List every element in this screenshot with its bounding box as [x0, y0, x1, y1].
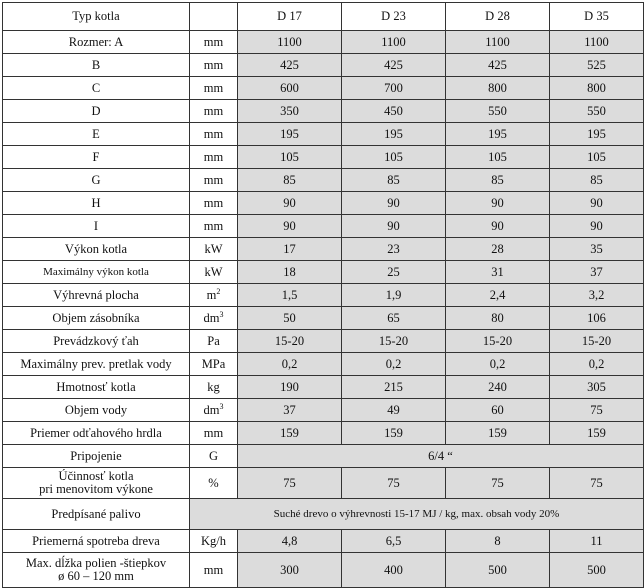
- unit-text: dm: [203, 310, 220, 325]
- value-cell: 37: [238, 399, 342, 422]
- value-cell: 190: [238, 376, 342, 399]
- value-cell: 1100: [550, 31, 644, 54]
- row-unit: [190, 123, 238, 146]
- row-unit: [190, 307, 238, 330]
- unit-text: dm: [203, 402, 220, 417]
- value-cell: 17: [238, 238, 342, 261]
- value-cell: 75: [446, 468, 550, 499]
- row-unit: %: [190, 468, 238, 499]
- row-label: Výhrevná plocha: [3, 284, 190, 307]
- row-label: I: [3, 215, 190, 238]
- value-cell: 1100: [238, 31, 342, 54]
- spec-row: [3, 77, 644, 100]
- value-cell: 800: [446, 77, 550, 100]
- boiler-spec-table: [2, 2, 644, 588]
- unit-text: mm: [203, 103, 224, 118]
- value-cell: 18: [238, 261, 342, 284]
- row-unit: [190, 31, 238, 54]
- value-cell: 15-20: [446, 330, 550, 353]
- consumption-row: [3, 530, 644, 553]
- row-unit: [190, 215, 238, 238]
- value-cell: 159: [342, 422, 446, 445]
- row-label: Pripojenie: [3, 445, 190, 468]
- row-unit: [190, 330, 238, 353]
- unit-text: mm: [203, 195, 224, 210]
- value-cell: 6,5: [342, 530, 446, 553]
- value-cell: 15-20: [238, 330, 342, 353]
- value-cell: 23: [342, 238, 446, 261]
- row-unit: [190, 146, 238, 169]
- value-cell: 0,2: [238, 353, 342, 376]
- value-cell: 15-20: [342, 330, 446, 353]
- unit-text: mm: [203, 425, 224, 440]
- value-cell: 1100: [342, 31, 446, 54]
- row-unit: [190, 54, 238, 77]
- unit-text: mm: [203, 80, 224, 95]
- unit-superscript: 2: [216, 286, 221, 296]
- spec-row: [3, 192, 644, 215]
- value-cell: 85: [446, 169, 550, 192]
- value-cell: 90: [342, 192, 446, 215]
- row-label: Výkon kotla: [3, 238, 190, 261]
- value-cell: 0,2: [446, 353, 550, 376]
- log-length-row: [3, 553, 644, 588]
- header-label: Typ kotla: [3, 3, 190, 31]
- spec-row: [3, 31, 644, 54]
- spec-row: [3, 215, 644, 238]
- value-cell: 550: [550, 100, 644, 123]
- row-unit: mm: [190, 553, 238, 588]
- merged-value-cell: 6/4 “: [238, 445, 644, 468]
- value-cell: 11: [550, 530, 644, 553]
- spec-row: [3, 238, 644, 261]
- row-label: Predpísané palivo: [3, 499, 190, 530]
- value-cell: 15-20: [550, 330, 644, 353]
- row-unit: G: [190, 445, 238, 468]
- spec-row: [3, 307, 644, 330]
- unit-text: mm: [203, 34, 224, 49]
- value-cell: 159: [238, 422, 342, 445]
- value-cell: 90: [342, 215, 446, 238]
- value-cell: 60: [446, 399, 550, 422]
- spec-row: [3, 54, 644, 77]
- row-label: [3, 553, 190, 588]
- row-label: Objem vody: [3, 399, 190, 422]
- row-unit: [190, 261, 238, 284]
- row-label: B: [3, 54, 190, 77]
- unit-text: mm: [203, 149, 224, 164]
- unit-text: mm: [203, 172, 224, 187]
- value-cell: 65: [342, 307, 446, 330]
- spec-row: [3, 376, 644, 399]
- value-cell: 195: [342, 123, 446, 146]
- value-cell: 105: [342, 146, 446, 169]
- header-model: D 28: [446, 3, 550, 31]
- row-label: Objem zásobníka: [3, 307, 190, 330]
- row-label: E: [3, 123, 190, 146]
- row-label: [3, 468, 190, 499]
- value-cell: 105: [238, 146, 342, 169]
- row-label: C: [3, 77, 190, 100]
- value-cell: 75: [238, 468, 342, 499]
- row-unit: [190, 353, 238, 376]
- unit-text: mm: [203, 126, 224, 141]
- value-cell: 159: [446, 422, 550, 445]
- value-cell: 75: [550, 468, 644, 499]
- header-model: D 35: [550, 3, 644, 31]
- header-model: D 23: [342, 3, 446, 31]
- value-cell: 49: [342, 399, 446, 422]
- value-cell: 75: [550, 399, 644, 422]
- value-cell: 85: [238, 169, 342, 192]
- row-label: D: [3, 100, 190, 123]
- value-cell: 105: [446, 146, 550, 169]
- value-cell: 300: [238, 553, 342, 588]
- value-cell: 90: [550, 215, 644, 238]
- value-cell: 195: [446, 123, 550, 146]
- spec-row: [3, 399, 644, 422]
- unit-text: m: [206, 287, 217, 302]
- efficiency-row: [3, 468, 644, 499]
- value-cell: 50: [238, 307, 342, 330]
- row-label: Rozmer: A: [3, 31, 190, 54]
- unit-text: mm: [203, 57, 224, 72]
- row-label: Prevádzkový ťah: [3, 330, 190, 353]
- row-unit: [190, 100, 238, 123]
- value-cell: 90: [446, 192, 550, 215]
- unit-text: kW: [204, 264, 223, 279]
- value-cell: 1,9: [342, 284, 446, 307]
- unit-superscript: 3: [219, 401, 224, 411]
- spec-row: [3, 330, 644, 353]
- unit-text: kW: [204, 241, 223, 256]
- fuel-row: [3, 499, 644, 530]
- spec-row: [3, 261, 644, 284]
- value-cell: 8: [446, 530, 550, 553]
- row-unit: [190, 284, 238, 307]
- header-unit: [190, 3, 238, 31]
- value-cell: 4,8: [238, 530, 342, 553]
- value-cell: 350: [238, 100, 342, 123]
- value-cell: 80: [446, 307, 550, 330]
- value-cell: 35: [550, 238, 644, 261]
- spec-row: [3, 284, 644, 307]
- unit-text: mm: [203, 218, 224, 233]
- value-cell: 37: [550, 261, 644, 284]
- spec-row: [3, 100, 644, 123]
- value-cell: 425: [238, 54, 342, 77]
- value-cell: 240: [446, 376, 550, 399]
- label-line: Účinnosť kotla: [58, 469, 134, 483]
- value-cell: 85: [550, 169, 644, 192]
- value-cell: 106: [550, 307, 644, 330]
- row-unit: [190, 376, 238, 399]
- label-line: pri menovitom výkone: [39, 482, 153, 496]
- row-label: Maximálny prev. pretlak vody: [3, 353, 190, 376]
- header-row: [3, 3, 644, 31]
- value-cell: 105: [550, 146, 644, 169]
- row-unit: [190, 422, 238, 445]
- value-cell: 75: [342, 468, 446, 499]
- spec-row: [3, 422, 644, 445]
- unit-superscript: 3: [219, 309, 224, 319]
- label-line: ø 60 – 120 mm: [58, 569, 134, 583]
- row-unit: [190, 399, 238, 422]
- value-cell: 400: [342, 553, 446, 588]
- unit-text: kg: [207, 379, 220, 394]
- unit-text: Pa: [207, 333, 220, 348]
- row-unit: [190, 169, 238, 192]
- value-cell: 1100: [446, 31, 550, 54]
- value-cell: 450: [342, 100, 446, 123]
- spec-row: [3, 353, 644, 376]
- spec-row: [3, 169, 644, 192]
- row-unit: Kg/h: [190, 530, 238, 553]
- row-label: Maximálny výkon kotla: [3, 261, 190, 284]
- value-cell: 700: [342, 77, 446, 100]
- value-cell: 425: [342, 54, 446, 77]
- value-cell: 90: [238, 192, 342, 215]
- value-cell: 600: [238, 77, 342, 100]
- merged-value-cell: Suché drevo o výhrevnosti 15-17 MJ / kg, max. obsah vody 20%: [190, 499, 644, 530]
- value-cell: 31: [446, 261, 550, 284]
- value-cell: 90: [238, 215, 342, 238]
- header-model: D 17: [238, 3, 342, 31]
- label-line: Max. dĺžka polien -štiepkov: [25, 556, 167, 570]
- unit-text: MPa: [201, 356, 226, 371]
- value-cell: 25: [342, 261, 446, 284]
- value-cell: 305: [550, 376, 644, 399]
- value-cell: 159: [550, 422, 644, 445]
- value-cell: 3,2: [550, 284, 644, 307]
- value-cell: 1,5: [238, 284, 342, 307]
- value-cell: 90: [550, 192, 644, 215]
- value-cell: 215: [342, 376, 446, 399]
- boiler-spec-sheet: [2, 2, 644, 588]
- row-label: Priemerná spotreba dreva: [3, 530, 190, 553]
- row-label: Hmotnosť kotla: [3, 376, 190, 399]
- row-label: F: [3, 146, 190, 169]
- spec-row: [3, 123, 644, 146]
- row-label: G: [3, 169, 190, 192]
- value-cell: 90: [446, 215, 550, 238]
- value-cell: 500: [446, 553, 550, 588]
- row-unit: [190, 77, 238, 100]
- value-cell: 425: [446, 54, 550, 77]
- value-cell: 195: [238, 123, 342, 146]
- value-cell: 2,4: [446, 284, 550, 307]
- connection-row: [3, 445, 644, 468]
- value-cell: 500: [550, 553, 644, 588]
- value-cell: 85: [342, 169, 446, 192]
- row-unit: [190, 238, 238, 261]
- spec-row: [3, 146, 644, 169]
- row-label: H: [3, 192, 190, 215]
- row-unit: [190, 192, 238, 215]
- value-cell: 195: [550, 123, 644, 146]
- value-cell: 0,2: [550, 353, 644, 376]
- row-label: Priemer odťahového hrdla: [3, 422, 190, 445]
- value-cell: 0,2: [342, 353, 446, 376]
- value-cell: 28: [446, 238, 550, 261]
- value-cell: 550: [446, 100, 550, 123]
- value-cell: 525: [550, 54, 644, 77]
- value-cell: 800: [550, 77, 644, 100]
